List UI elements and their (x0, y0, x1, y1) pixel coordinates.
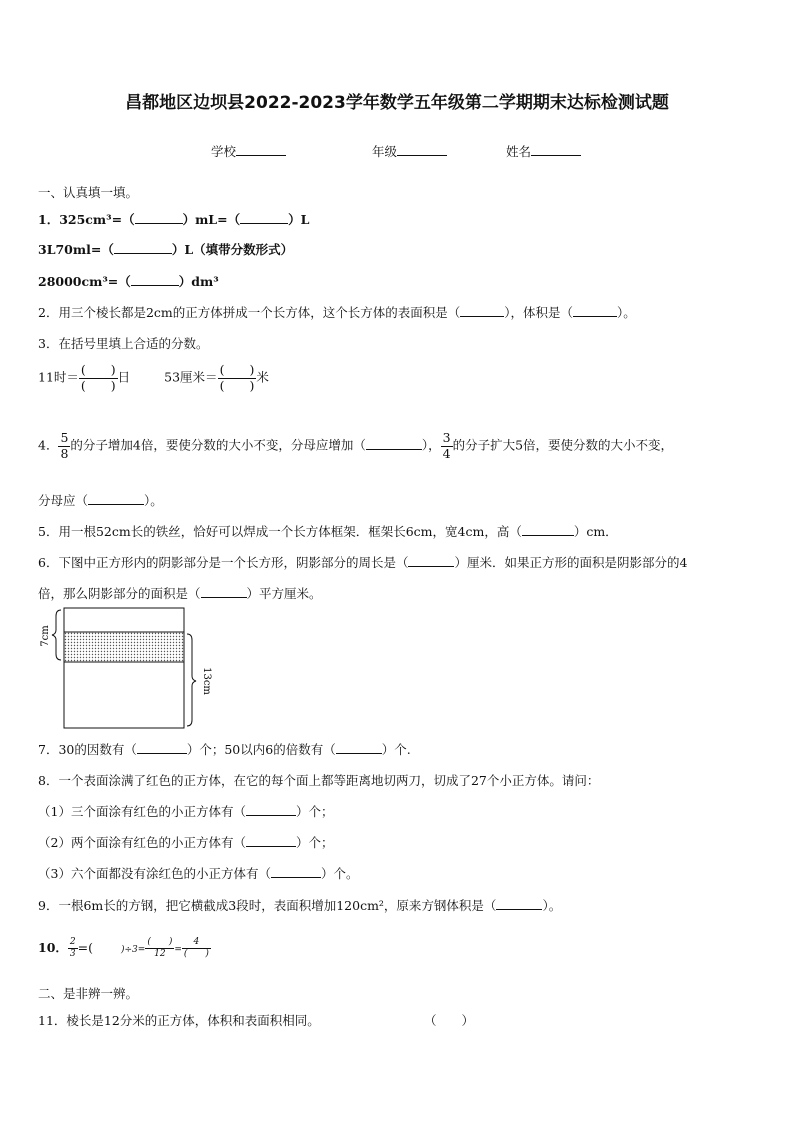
answer-blank[interactable] (88, 492, 144, 505)
answer-blank[interactable] (240, 211, 288, 224)
answer-blank[interactable] (336, 741, 382, 754)
question-6-line-2: 倍，那么阴影部分的面积是（ ）平方厘米。 (38, 586, 322, 601)
grade-label: 年级 (372, 144, 398, 159)
fraction-answer[interactable]: $\frac{( )}{( )}$ (219, 362, 255, 393)
answer-blank[interactable] (131, 273, 179, 286)
question-1-line-2: 3L70ml=（ ）L（填带分数形式） (38, 242, 294, 257)
answer-blank[interactable] (366, 437, 422, 450)
school-field[interactable] (211, 142, 286, 160)
question-4-line-2: 分母应（ ）。 (38, 493, 163, 508)
answer-blank[interactable] (137, 741, 187, 754)
answer-blank[interactable] (201, 585, 247, 598)
question-8: 8．一个表面涂满了红色的正方体，在它的每个面上都等距离地切两刀，切成了27个小正方体。请问： (38, 773, 600, 788)
square-outline (64, 608, 184, 728)
answer-blank[interactable] (93, 940, 121, 952)
fraction-answer-12[interactable]: $\frac{( )}{12}$ (147, 937, 173, 959)
answer-blank[interactable] (573, 304, 617, 317)
fraction-answer-4[interactable]: $\frac{4}{( )}$ (183, 937, 209, 959)
brace-7cm (52, 610, 61, 660)
square-diagram (34, 602, 224, 734)
question-3: 3．在括号里填上合适的分数。 (38, 336, 209, 351)
question-8-sub-1: （1）三个面涂有红色的小正方体有（ ）个； (38, 804, 334, 819)
fraction-2-3: $\frac{2}{3}$ (69, 937, 76, 959)
fraction-answer[interactable]: $\frac{( )}{( )}$ (80, 362, 116, 393)
answer-blank[interactable] (522, 523, 574, 536)
name-blank[interactable] (531, 143, 581, 156)
school-blank[interactable] (236, 143, 286, 156)
page-title: 昌都地区边坝县2022-2023学年数学五年级第二学期期末达标检测试题 (125, 93, 669, 113)
label-7cm: 7cm (40, 625, 51, 647)
grade-field[interactable] (372, 142, 447, 160)
question-1-line-3: 28000cm³=（ ）dm³ (38, 274, 219, 289)
answer-blank[interactable] (114, 241, 172, 254)
answer-blank[interactable] (496, 897, 542, 910)
grade-blank[interactable] (397, 143, 447, 156)
answer-blank[interactable] (246, 834, 296, 847)
answer-blank[interactable] (246, 803, 296, 816)
question-2: 2．用三个棱长都是2cm的正方体拼成一个长方体，这个长方体的表面积是（ ），体积是（ ）。 (38, 305, 636, 320)
name-field[interactable] (506, 142, 581, 160)
answer-blank[interactable] (135, 211, 183, 224)
answer-blank[interactable] (460, 304, 504, 317)
question-4-line-1: 4． $\frac{5}{8}$ 的分子增加4倍，要使分数的大小不变，分母应增加（ ）， $\frac{3}{4}$ 的分子扩大5倍，要使分数的大小不变， (38, 430, 674, 461)
answer-blank[interactable] (271, 865, 321, 878)
name-label: 姓名 (506, 144, 532, 159)
fraction-5-8: $\frac{5}{8}$ (60, 430, 69, 461)
judge-answer-box[interactable]: （ ） (424, 1013, 475, 1028)
question-10: 10． $\frac{2}{3}$ =( )÷3= $\frac{( )}{12}$ = $\frac{4}{( )}$ (38, 937, 209, 959)
question-1-line-1: 1．325cm³=（ ）mL=（ ）L (38, 212, 310, 227)
question-8-sub-2: （2）两个面涂有红色的小正方体有（ ）个； (38, 835, 334, 850)
question-11: 11．棱长是12分米的正方体，体积和表面积相同。 (38, 1013, 320, 1028)
section-heading-2: 二、是非辨一辨。 (38, 986, 139, 1001)
school-label: 学校 (211, 144, 237, 159)
question-7: 7．30的因数有（ ）个；50以内6的倍数有（ ）个. (38, 742, 411, 757)
question-8-sub-3: （3）六个面都没有涂红色的小正方体有（ ）个。 (38, 866, 359, 881)
question-9: 9．一根6m长的方钢，把它横截成3段时，表面积增加120cm²，原来方钢体积是（ ）。 (38, 898, 562, 913)
question-6-line-1: 6．下图中正方形内的阴影部分是一个长方形，阴影部分的周长是（ ）厘米．如果正方形的面积是阴影部分的4 (38, 555, 688, 570)
answer-blank[interactable] (408, 554, 454, 567)
question-3-items: 11时＝ $\frac{( )}{( )}$ 日 53厘米＝ $\frac{( )}{( )}$ 米 (38, 362, 269, 393)
brace-13cm (187, 634, 196, 726)
shaded-rectangle (64, 632, 184, 662)
question-5: 5．用一根52cm长的铁丝，恰好可以焊成一个长方体框架．框架长6cm，宽4cm，高（ ）cm． (38, 524, 618, 539)
section-heading-1: 一、认真填一填。 (38, 185, 139, 200)
label-13cm: 13cm (201, 667, 212, 695)
fraction-3-4: $\frac{3}{4}$ (442, 430, 451, 461)
